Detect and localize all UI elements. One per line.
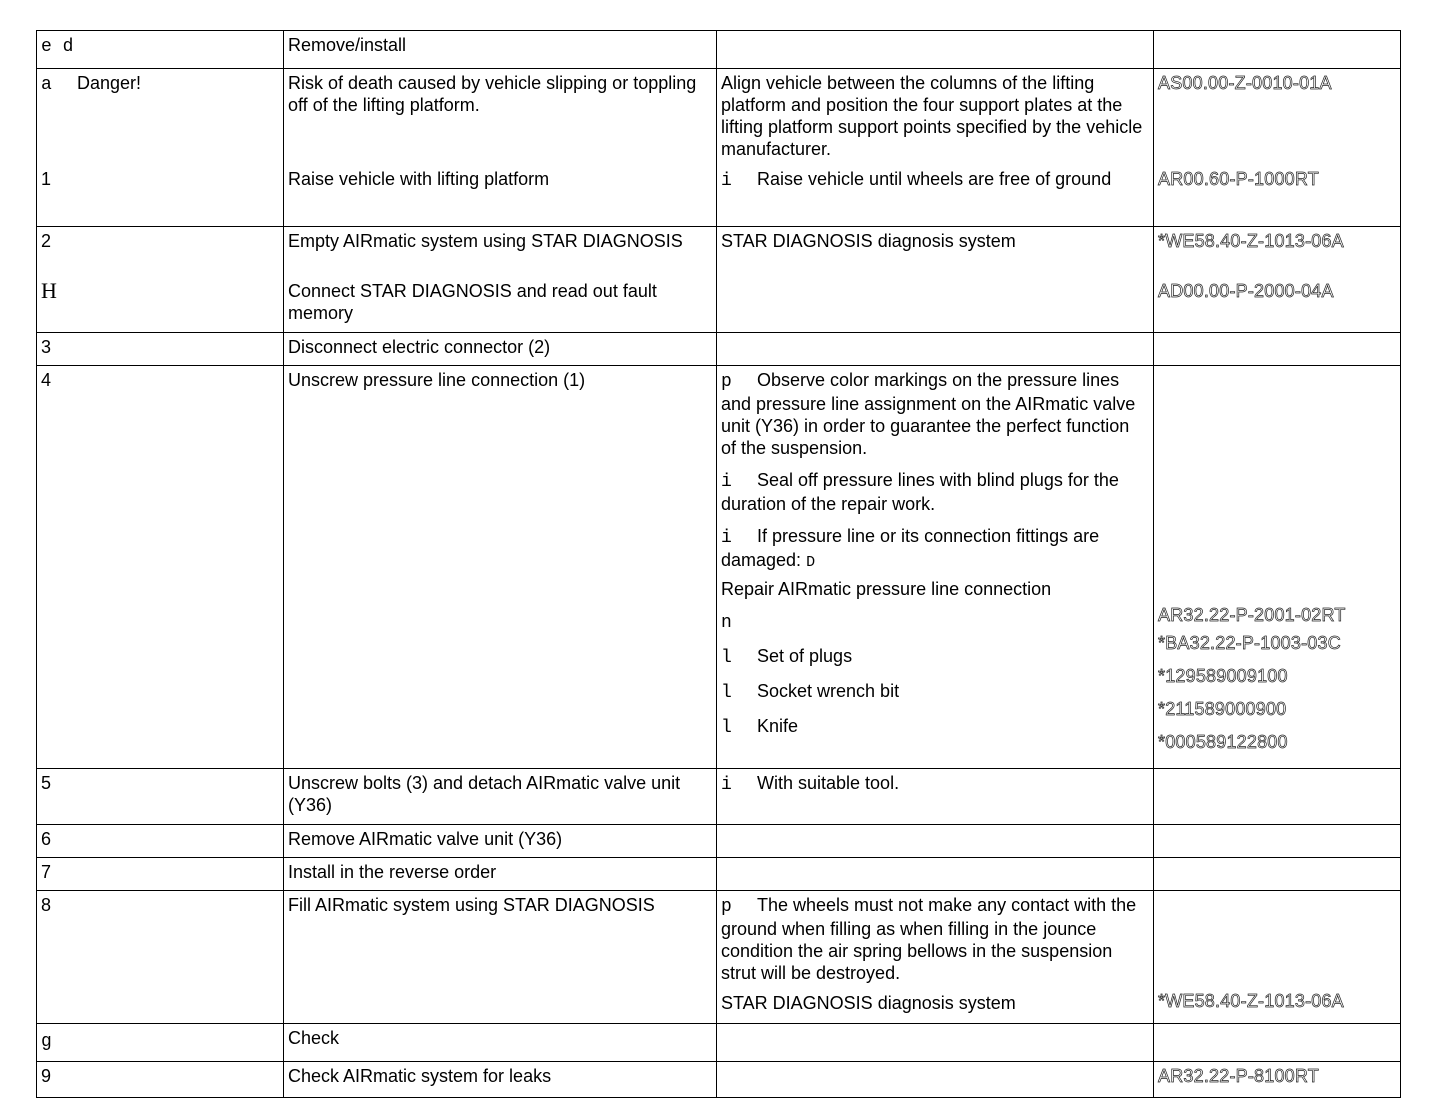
document-reference[interactable]: *WE58.40-Z-1013-06A: [1158, 231, 1344, 251]
procedure-table: [36, 30, 1401, 1098]
table-row-check: [37, 1024, 1401, 1062]
step-number: 9: [37, 1062, 284, 1098]
bullet-icon: l: [721, 683, 732, 703]
bullet-icon: l: [721, 718, 732, 738]
tool-reference[interactable]: *000589122800: [1158, 732, 1288, 752]
check-icon: g: [41, 1032, 52, 1052]
step-number: 1: [41, 169, 52, 189]
section-title: Check: [284, 1024, 717, 1062]
tool-name: Socket wrench bit: [757, 681, 900, 701]
step-text: Connect STAR DIAGNOSIS and read out fault memory: [288, 281, 657, 323]
bullet-icon: l: [721, 648, 732, 668]
tool-name: Set of plugs: [757, 646, 853, 666]
step-note: With suitable tool.: [757, 773, 900, 793]
document-reference[interactable]: AR32.22-P-2001-02RT: [1158, 605, 1346, 625]
document-reference[interactable]: AR32.22-P-8100RT: [1158, 1066, 1319, 1086]
step-number: 8: [37, 891, 284, 1024]
table-row-step7: [37, 858, 1401, 891]
step-text: Fill AIRmatic system using STAR DIAGNOSIS: [284, 891, 717, 1024]
step-text: Remove AIRmatic valve unit (Y36): [284, 825, 717, 858]
step-note: STAR DIAGNOSIS diagnosis system: [721, 231, 1016, 251]
header-title: Remove/install: [284, 31, 717, 69]
table-row-step3: [37, 333, 1401, 366]
step-number: 3: [37, 333, 284, 366]
step-text: Unscrew bolts (3) and detach AIRmatic valve unit (Y36): [284, 769, 717, 825]
step-number: 2: [41, 231, 52, 251]
step-note: The wheels must not make any contact with the ground when filling as when filling in the jounce condition the air spring bellows in the suspension strut will be destroyed.: [721, 895, 1137, 983]
danger-text: Risk of death caused by vehicle slipping or toppling off of the lifting platform.: [288, 73, 697, 115]
table-row-step4: [37, 366, 1401, 769]
tool-icon: n: [721, 613, 732, 633]
step-note: STAR DIAGNOSIS diagnosis system: [721, 993, 1016, 1013]
arrow-icon: D: [806, 554, 816, 571]
header-symbol: e d: [37, 31, 284, 69]
step-number: 5: [37, 769, 284, 825]
step-number: 7: [37, 858, 284, 891]
danger-note: Align vehicle between the columns of the lifting platform and position the four support plates at the lifting platform support points specified by the vehicle manufacturer.: [721, 73, 1143, 159]
step-note: If pressure line or its connection fittings are damaged:: [721, 526, 1100, 570]
danger-icon: a: [41, 75, 52, 95]
table-row-header: [37, 31, 1401, 69]
repair-text: Repair AIRmatic pressure line connection: [721, 579, 1052, 599]
note-icon: p: [721, 372, 732, 392]
tool-reference[interactable]: *129589009100: [1158, 666, 1288, 686]
note-icon: p: [721, 897, 732, 917]
table-row-step2: [37, 227, 1401, 333]
danger-label: Danger!: [77, 73, 142, 93]
document-reference[interactable]: AS00.00-Z-0010-01A: [1158, 73, 1332, 93]
info-icon: i: [721, 171, 732, 191]
info-icon: i: [721, 528, 732, 548]
step-text: Disconnect electric connector (2): [284, 333, 717, 366]
step-note: Raise vehicle until wheels are free of ground: [757, 169, 1112, 189]
info-icon: i: [721, 472, 732, 492]
table-row-step5: [37, 769, 1401, 825]
hint-icon: H: [41, 278, 57, 303]
step-number: 4: [37, 366, 284, 769]
table-row-step8: [37, 891, 1401, 1024]
info-icon: i: [721, 775, 732, 795]
step-number: 6: [37, 825, 284, 858]
table-row-step6: [37, 825, 1401, 858]
tool-name: Knife: [757, 716, 799, 736]
step-text: Install in the reverse order: [284, 858, 717, 891]
step-note: Seal off pressure lines with blind plugs for the duration of the repair work.: [721, 470, 1119, 514]
step-text: Unscrew pressure line connection (1): [284, 366, 717, 769]
document-reference[interactable]: *BA32.22-P-1003-03C: [1158, 633, 1341, 653]
document-reference[interactable]: AR00.60-P-1000RT: [1158, 169, 1319, 189]
table-row-step9: [37, 1062, 1401, 1098]
step-text: Raise vehicle with lifting platform: [288, 169, 550, 189]
step-text: Check AIRmatic system for leaks: [284, 1062, 717, 1098]
tool-reference[interactable]: *211589000900: [1158, 699, 1287, 719]
document-reference[interactable]: AD00.00-P-2000-04A: [1158, 281, 1334, 301]
step-text: Empty AIRmatic system using STAR DIAGNOSIS: [288, 231, 683, 251]
step-note: Observe color markings on the pressure lines and pressure line assignment on the AIRmatic valve unit (Y36) in order to guarantee the perfect function of the suspension.: [721, 370, 1136, 458]
document-reference[interactable]: *WE58.40-Z-1013-06A: [1158, 991, 1344, 1011]
table-row-danger-step1: [37, 69, 1401, 227]
